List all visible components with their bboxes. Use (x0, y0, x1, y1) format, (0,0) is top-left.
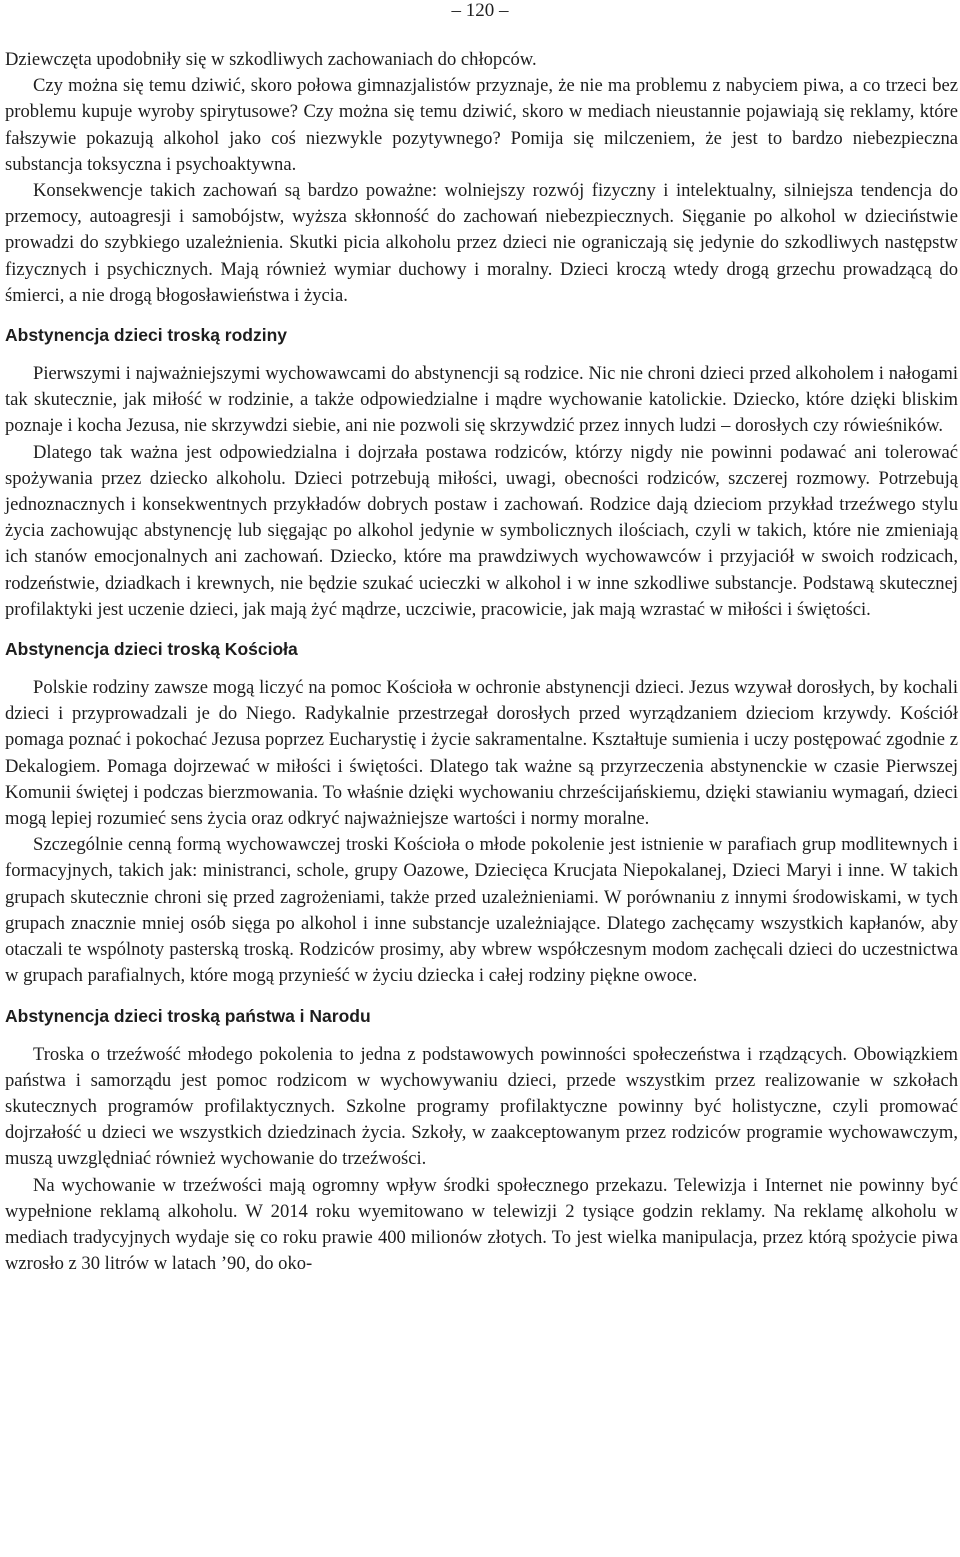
section-heading-church: Abstynencja dzieci troską Kościoła (5, 639, 298, 660)
section-heading-family: Abstynencja dzieci troską rodziny (5, 325, 288, 346)
section-paragraph: Pierwszymi i najważniejszymi wychowawcami do abstynencji są rodzice. Nic nie chroni dzieci przed alkoholem i nałogami tak skutecznie, jak miłość w rodzinie, a także odpowiedzialne i mądre wychowanie katolickie. Dziecko, które dzięki bliskim poznaje i kocha Jezusa, nie skrzywdzi siebie, ani nie pozwoli się skrzywdzić przez innych ludzi – dorosłych czy rówieśników. (5, 363, 958, 437)
section-heading-state: Abstynencja dzieci troską państwa i Narodu (5, 1005, 371, 1026)
intro-paragraph: Czy można się temu dziwić, skoro połowa gimnazjalistów przyznaje, że nie ma problemu z nabyciem piwa, a co trzeci bez problemu kupuje wyroby spirytusowe? Czy można się temu dziwić, skoro w mediach nieustannie pojawiają się reklamy, które fałszywie pokazują alkohol jako coś niezwykle pozytywnego? Pomija się milczeniem, że jest to bardzo niebezpieczna substancja toksyczna i psychoaktywna. (5, 75, 958, 175)
section-paragraph: Na wychowanie w trzeźwości mają ogromny wpływ środki społecznego przekazu. Telewizja i Internet nie powinny być wypełnione reklamą alkoholu. W 2014 roku wyemitowano w telewizji 2 tysiące godzin reklamy. Na reklamę alkoholu w mediach tradycyjnych wydaje się co roku prawie 400 milionów złotych. To jest wielka manipulacja, przez którą spożycie piwa wzrosło z 30 litrów w latach ’90, do oko- (5, 1174, 958, 1275)
section-paragraph: Dlatego tak ważna jest odpowiedzialna i dojrzała postawa rodziców, którzy nigdy nie powinni podawać ani tolerować spożywania przez dziecko alkoholu. Dzieci potrzebują miłości, uwagi, obecności rodziców, szczerej rozmowy. Potrzebują jednoznacznych i konsekwentnych przykładów dobrych postaw i zachowań. Rodzice dają dzieciom przykład trzeźwego stylu życia zachowując abstynencję lub sięgając po alkohol jedynie w symbolicznych ilościach, czyli w takich, które nie zmieniają ich stanów emocjonalnych ani zachowań. Dziecko, które ma prawdziwych wychowawców i przyjaciół w swoich rodzicach, rodzeństwie, dziadkach i krewnych, nie będzie szukać ucieczki w alkohol i w inne szkodliwe substancje. Podstawą skutecznej profilaktyki jest uczenie dzieci, jak mają żyć mądrze, uczciwie, pracowicie, jak mają wzrastać w miłości i świętości. (5, 441, 958, 620)
section-paragraph: Polskie rodziny zawsze mogą liczyć na pomoc Kościoła w ochronie abstynencji dzieci. Jezus wzywał dorosłych, by kochali dzieci i przyprowadzali je do Niego. Radykalnie przestrzegał dorosłych przed wyrządzaniem dzieciom krzywdy. Kościół pomaga poznać i pokochać Jezusa poprzez Eucharystię i życie sakramentalne. Kształtuje sumienia i uczy postępować zgodnie z Dekalogiem. Pomaga dojrzewać w miłości i świętości. Dlatego tak ważne są przyrzeczenia abstynenckie w czasie Pierwszej Komunii świętej i podczas bierzmowania. To właśnie dzięki wychowaniu chrześcijańskiemu, dzięki stawianiu wymagań, dzieci mogą lepiej rozumieć sens życia oraz odkryć najważniejsze wartości i normy moralne. (5, 677, 958, 830)
intro-paragraph: Dziewczęta upodobniły się w szkodliwych zachowaniach do chłopców. (5, 49, 537, 70)
section-paragraph: Troska o trzeźwość młodego pokolenia to jedna z podstawowych powinności społeczeństwa i rządzących. Obowiązkiem państwa i samorządu jest pomoc rodzicom w wychowywaniu dzieci, przede wszystkim przez realizowanie w szkołach skutecznych programów profilaktycznych. Szkolne programy profilaktyczne powinny być holistyczne, czyli promować dojrzałość u dzieci we wszystkich dziedzinach życia. Szkoły, w zaakceptowanym przez rodziców programie wychowawczym, muszą uwzględniać również wychowanie do trzeźwości. (5, 1043, 958, 1170)
section-paragraph: Szczególnie cenną formą wychowawczej troski Kościoła o młode pokolenie jest istnienie w parafiach grup modlitewnych i formacyjnych, takich jak: ministranci, schole, grupy Oazowe, Dziecięca Krucjata Niepokalanej, Dzieci Maryi i inne. W takich grupach skutecznie chroni się przed zagrożeniami, także przed uzależnieniami. W porównaniu z innymi środowiskami, w tych grupach znacznie mniej osób sięga po alkohol i inne substancje uzależniające. Dlatego zachęcamy wszystkich kapłanów, aby otaczali te wspólnoty pasterską troską. Rodziców prosimy, aby wbrew współczesnym modom zachęcali dzieci do uczestnictwa w grupach parafialnych, które mogą przynieść w życiu dziecka i całej rodziny piękne owoce. (5, 834, 958, 987)
intro-paragraph: Konsekwencje takich zachowań są bardzo poważne: wolniejszy rozwój fizyczny i intelektualny, silniejsza tendencja do przemocy, autoagresji i samobójstw, wyższa skłonność do zachowań niebezpiecznych. Sięganie po alkohol w dzieciństwie prowadzi do szybkiego uzależnienia. Skutki picia alkoholu przez dzieci nie ograniczają się jedynie do szkodliwych następstw fizycznych i psychicznych. Mają również wymiar duchowy i moralny. Dzieci kroczą wtedy drogą grzechu prowadzącą do śmierci, a nie drogą błogosławieństwa i życia. (5, 180, 958, 306)
page-number: – 120 – (451, 0, 509, 21)
document-body (5, 47, 958, 1277)
